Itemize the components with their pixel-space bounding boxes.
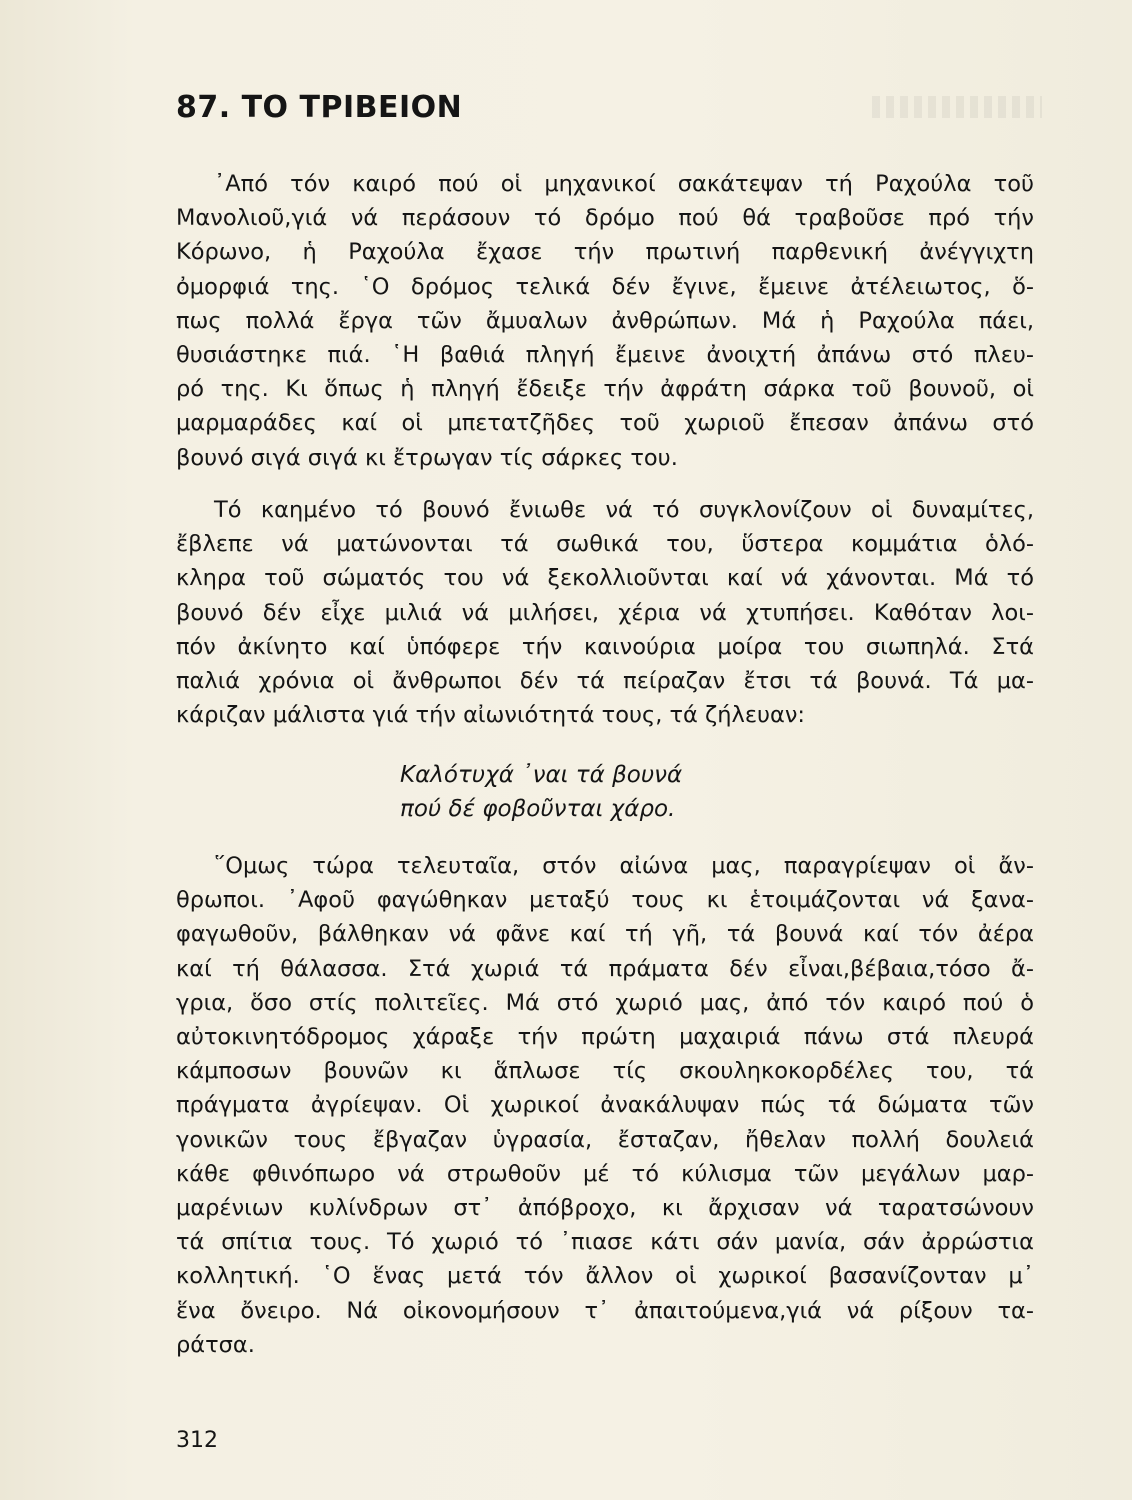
paragraph-3 [176, 849, 1034, 1362]
chapter-title: 87. ΤΟ ΤΡΙΒΕΙΟΝ [176, 90, 463, 125]
text-line: βουνό σιγά σιγά κι ἔτρωγαν τίς σάρκες του. [176, 444, 678, 471]
text-line: ῞Ομως τώρα τελευταῖα, στόν αἰώνα μας, παραγρίεψαν οἱ ἄν- [214, 853, 1034, 879]
poem-quote [400, 758, 682, 826]
text-line: παλιά χρόνια οἱ ἄνθρωποι δέν τά πείραζαν ἔτσι τά βουνά. Τά μα- [176, 668, 1034, 695]
text-line: ἔβλεπε νά ματώνονται τά σωθικά του, ὕστερα κομμάτια ὁλό- [176, 531, 1034, 558]
text-line: κάμποσων βουνῶν κι ἅπλωσε τίς σκουληκοκορδέλες του, τά [176, 1058, 1034, 1085]
text-line: βουνό δέν εἶχε μιλιά νά μιλήσει, χέρια νά χτυπήσει. Καθόταν λοι- [176, 599, 1034, 626]
text-line: κάθε φθινόπωρο νά στρωθοῦν μέ τό κύλισμα τῶν μεγάλων μαρ- [176, 1160, 1034, 1187]
text-line: πράγματα ἀγρίεψαν. Οἱ χωρικοί ἀνακάλυψαν πώς τά δώματα τῶν [176, 1092, 1034, 1119]
text-line: ᾿Από τόν καιρό πού οἱ μηχανικοί σακάτεψαν τή Ραχούλα τοῦ [214, 171, 1034, 197]
text-line: γονικῶν τους ἔβγαζαν ὑγρασία, ἔσταζαν, ἤθελαν πολλή δουλειά [176, 1126, 1034, 1153]
text-line: πως πολλά ἔργα τῶν ἄμυαλων ἀνθρώπων. Μά ἡ Ραχούλα πάει, [176, 307, 1034, 334]
text-line: ἕνα ὄνειρο. Νά οἰκονομήσουν τ᾿ ἀπαιτούμενα,γιά νά ρίξουν τα- [176, 1297, 1034, 1324]
text-line: αὐτοκινητόδρομος χάραξε τήν πρώτη μαχαιριά πάνω στά πλευρά [176, 1024, 1034, 1051]
text-line: ρό της. Κι ὅπως ἡ πληγή ἔδειξε τήν ἀφράτη σάρκα τοῦ βουνοῦ, οἱ [176, 376, 1034, 403]
text-line: γρια, ὅσο στίς πολιτεῖες. Μά στό χωριό μας, ἀπό τόν καιρό πού ὁ [176, 989, 1034, 1016]
poem-line: Καλότυχά ᾿ναι τά βουνά [400, 762, 683, 788]
text-line: φαγωθοῦν, βάλθηκαν νά φᾶνε καί τή γῆ, τά βουνά καί τόν ἀέρα [176, 921, 1034, 948]
text-line: ὀμορφιά της. ῾Ο δρόμος τελικά δέν ἔγινε, ἔμεινε ἀτέλειωτος, ὅ- [176, 273, 1034, 300]
text-line: κληρα τοῦ σώματός του νά ξεκολλιοῦνται καί νά χάνονται. Μά τό [176, 565, 1034, 592]
text-line: κολλητική. ῾Ο ἕνας μετά τόν ἄλλον οἱ χωρικοί βασανίζονταν μ᾿ [176, 1263, 1034, 1290]
text-line: καί τή θάλασσα. Στά χωριά τά πράματα δέν εἶναι,βέβαια,τόσο ἄ- [176, 955, 1034, 982]
text-line: Μανολιοῦ,γιά νά περάσουν τό δρόμο πού θά τραβοῦσε πρό τήν [176, 205, 1034, 232]
poem-line: πού δέ φοβοῦνται χάρο. [400, 796, 676, 822]
paragraph-1 [176, 167, 1034, 475]
text-line: πόν ἀκίνητο καί ὑπόφερε τήν καινούρια μοίρα του σιωπηλά. Στά [176, 633, 1034, 660]
text-line: Κόρωνο, ἡ Ραχούλα ἔχασε τήν πρωτινή παρθενική ἀνέγγιχτη [176, 239, 1034, 266]
text-line: μαρένιων κυλίνδρων στ᾿ ἀπόβροχο, κι ἄρχισαν νά ταρατσώνουν [176, 1195, 1034, 1222]
page-number: 312 [176, 1428, 218, 1453]
text-line: μαρμαράδες καί οἱ μπετατζῆδες τοῦ χωριοῦ ἔπεσαν ἀπάνω στό [176, 410, 1034, 437]
bleed-through-shadow [872, 96, 1042, 118]
text-line: τά σπίτια τους. Τό χωριό τό ᾿πιασε κάτι σάν μανία, σάν ἀρρώστια [176, 1229, 1034, 1256]
text-line: θρωποι. ᾿Αφοῦ φαγώθηκαν μεταξύ τους κι ἑτοιμάζονται νά ξανα- [176, 887, 1034, 914]
text-line: Τό καημένο τό βουνό ἔνιωθε νά τό συγκλονίζουν οἱ δυναμίτες, [214, 497, 1034, 523]
text-line: θυσιάστηκε πιά. ῾Η βαθιά πληγή ἔμεινε ἀνοιχτή ἀπάνω στό πλευ- [176, 342, 1034, 369]
text-line: ράτσα. [176, 1331, 255, 1358]
text-line: κάριζαν μάλιστα γιά τήν αἰωνιότητά τους, τά ζήλευαν: [176, 702, 806, 729]
paragraph-2 [176, 493, 1034, 732]
